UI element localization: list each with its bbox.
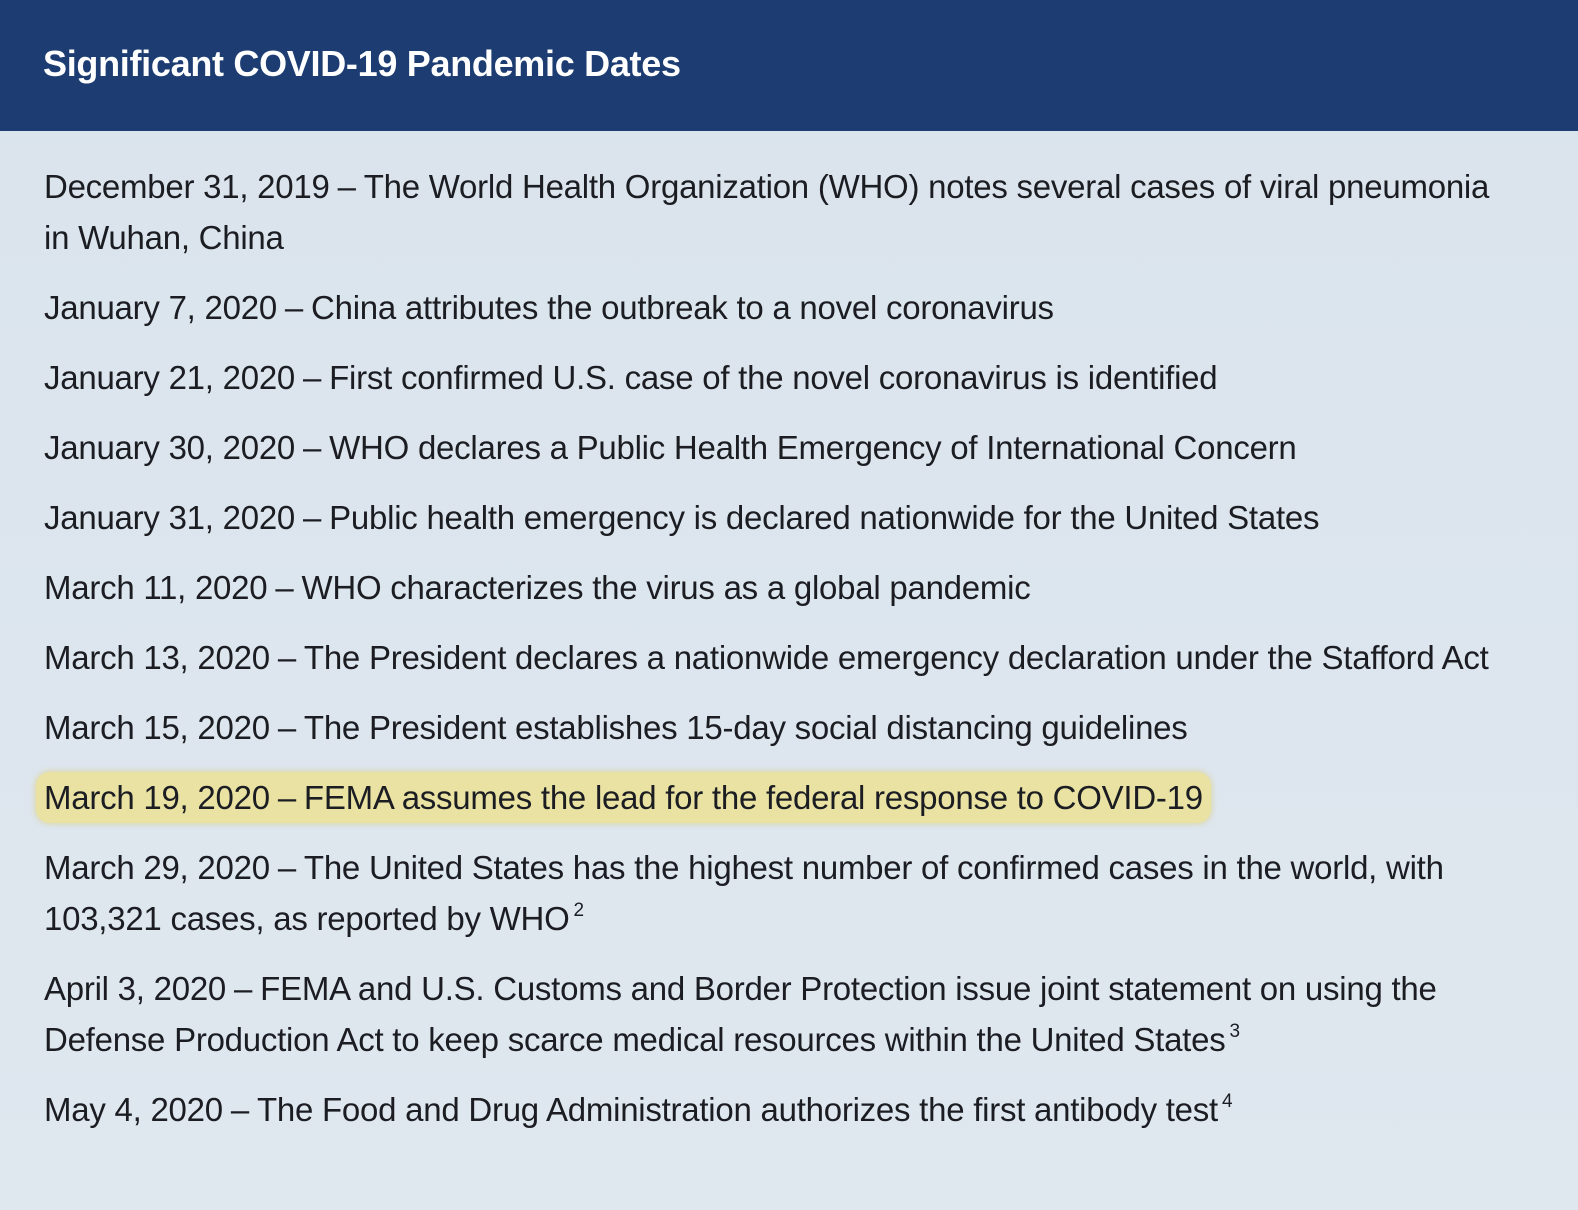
entry-date: March 11, 2020 (44, 569, 268, 606)
timeline-entry (44, 422, 1518, 473)
entry-date: March 29, 2020 (44, 849, 270, 886)
entry-text: First confirmed U.S. case of the novel coronavirus is identified (329, 359, 1218, 396)
highlighted-timeline-entry (36, 772, 1211, 823)
entry-dash: – (303, 359, 322, 396)
entry-dash: – (277, 849, 296, 886)
entry-dash: – (277, 779, 296, 816)
entry-text: The United States has the highest number of confirmed cases in the world, with 103,321 cases, as reported by WHO (44, 849, 1444, 937)
entry-date: January 30, 2020 (44, 429, 296, 466)
entry-dash: – (234, 970, 253, 1007)
entry-date: January 31, 2020 (44, 499, 296, 536)
entry-text: The World Health Organization (WHO) notes several cases of viral pneumonia in Wuhan, China (44, 168, 1490, 256)
entry-text: WHO characterizes the virus as a global pandemic (301, 569, 1031, 606)
entry-dash: – (277, 709, 296, 746)
page-title: Significant COVID-19 Pandemic Dates (43, 42, 681, 84)
highlighted-entry-row (44, 772, 1518, 823)
entry-date: April 3, 2020 (44, 970, 227, 1007)
footnote-marker: 4 (1221, 1091, 1233, 1112)
entry-text: The Food and Drug Administration authorizes the first antibody test (256, 1091, 1218, 1128)
footnote-marker: 2 (573, 900, 584, 921)
entry-date: March 19, 2020 (44, 779, 270, 816)
title-banner (0, 0, 1578, 131)
entry-dash: – (275, 569, 294, 606)
entry-dash: – (230, 1091, 249, 1128)
entry-date: December 31, 2019 (44, 168, 330, 205)
timeline-entry (44, 352, 1518, 403)
entry-text: Public health emergency is declared nationwide for the United States (329, 499, 1320, 536)
entry-text: The President establishes 15-day social distancing guidelines (303, 709, 1188, 746)
entry-dash: – (284, 289, 304, 326)
entry-date: May 4, 2020 (44, 1091, 223, 1128)
entry-date: January 7, 2020 (44, 289, 277, 326)
timeline-entry (44, 562, 1518, 613)
timeline-entry (44, 842, 1518, 944)
entry-text: The President declares a nationwide emergency declaration under the Stafford Act (303, 639, 1489, 676)
timeline-entry (44, 492, 1518, 543)
entry-text: WHO declares a Public Health Emergency of International Concern (329, 429, 1297, 466)
entry-text: FEMA and U.S. Customs and Border Protection issue joint statement on using the Defense Production Act to keep scarce medical resources within the United States (44, 970, 1437, 1058)
entry-dash: – (277, 639, 296, 676)
timeline-entry (44, 963, 1518, 1065)
timeline-entry (44, 1084, 1518, 1135)
entry-text: FEMA assumes the lead for the federal response to COVID-19 (303, 779, 1203, 816)
entry-text: China attributes the outbreak to a novel coronavirus (311, 289, 1054, 326)
timeline-entry (44, 632, 1518, 683)
entry-date: January 21, 2020 (44, 359, 296, 396)
entry-date: March 13, 2020 (44, 639, 270, 676)
timeline-entry (44, 282, 1518, 333)
entry-dash: – (303, 499, 322, 536)
entry-date: March 15, 2020 (44, 709, 270, 746)
entry-dash: – (303, 429, 322, 466)
timeline-entry (44, 702, 1518, 753)
entry-dash: – (337, 168, 356, 205)
timeline-entry (44, 161, 1518, 263)
footnote-marker: 3 (1229, 1021, 1240, 1042)
timeline-list (0, 131, 1578, 1135)
